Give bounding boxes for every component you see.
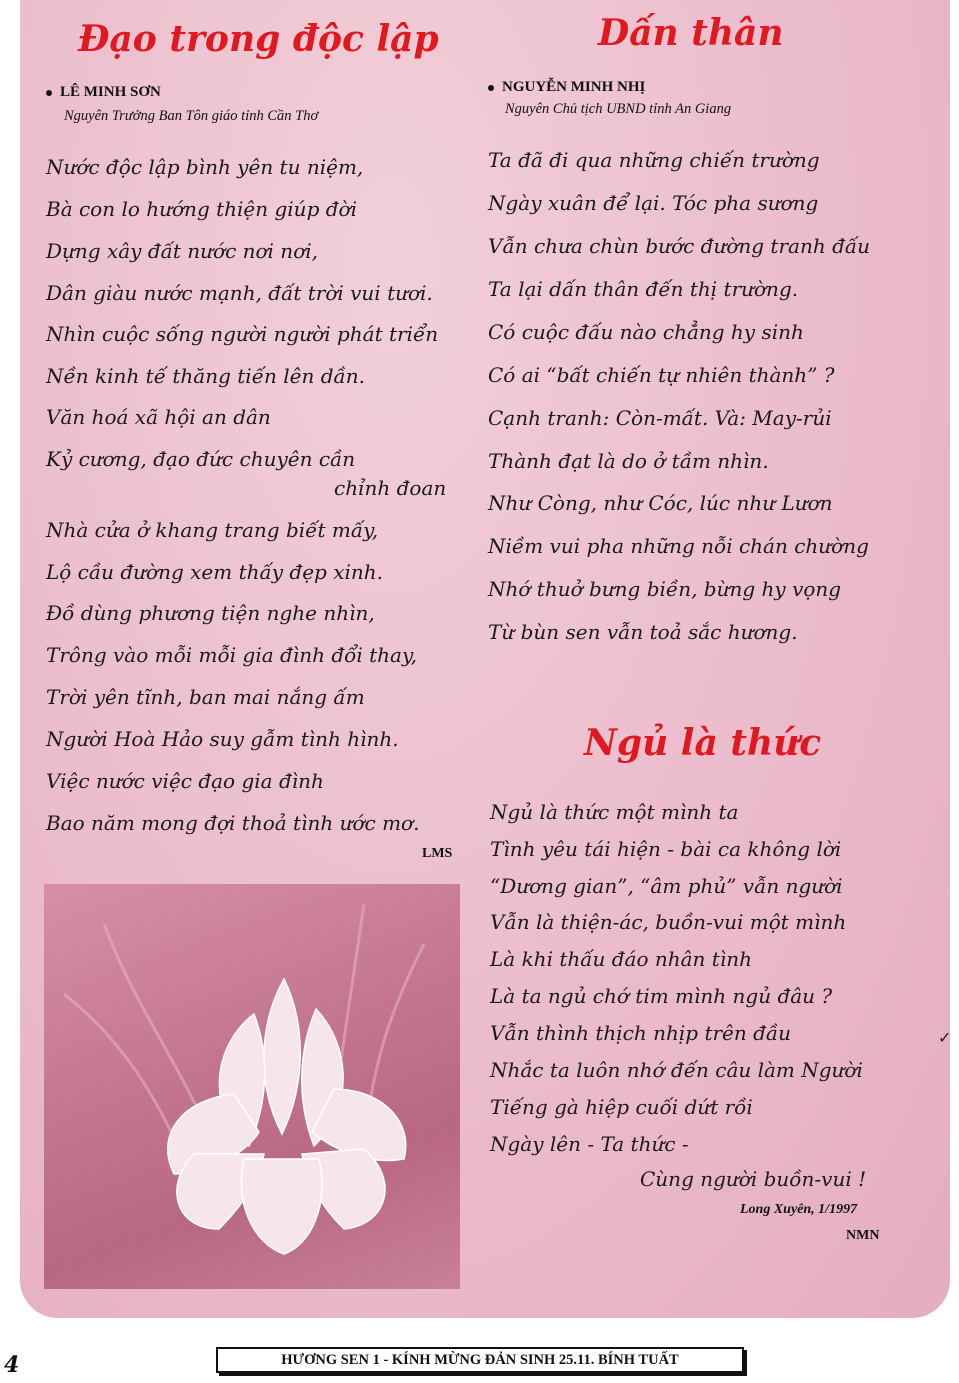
poem3-place-date: Long Xuyên, 1/1997	[740, 1202, 858, 1217]
poem1-line: Việc nước việc đạo gia đình	[46, 769, 324, 793]
poem2-line: Cạnh tranh: Còn-mất. Và: May-rủi	[488, 406, 832, 430]
poem1-line: Nền kinh tế thăng tiến lên dần.	[46, 364, 366, 388]
poem1-line: Nước độc lập bình yên tu niệm,	[46, 155, 364, 179]
bullet-icon	[488, 85, 494, 91]
poem3-line: Ngày lên - Ta thức -	[490, 1132, 689, 1156]
poem2-line: Từ bùn sen vẫn toả sắc hương.	[488, 620, 798, 644]
poem1-line: Nhìn cuộc sống người người phát triển	[46, 322, 439, 346]
poem1-line: Đồ dùng phương tiện nghe nhìn,	[46, 601, 375, 625]
lotus-flower-icon	[44, 884, 460, 1289]
poem2-author-role: Nguyên Chủ tịch UBND tỉnh An Giang	[505, 101, 732, 117]
poem2-line: Nhớ thuở bưng biền, bừng hy vọng	[488, 577, 842, 601]
poem1-line: Dựng xây đất nước nơi nơi,	[46, 239, 318, 263]
poem1-line: Bao năm mong đợi thoả tình ước mơ.	[46, 811, 420, 835]
footer-banner: HƯƠNG SEN 1 - KÍNH MỪNG ĐẢN SINH 25.11. BÍNH TUẤT	[216, 1347, 744, 1373]
poem1-line: Trời yên tĩnh, ban mai nắng ấm	[46, 685, 365, 709]
poem3-line: “Dương gian”, “âm phủ” vẫn người	[490, 874, 843, 898]
poem2-author-name: NGUYỄN MINH NHỊ	[502, 79, 646, 95]
poem1-title: Đạo trong độc lập	[78, 18, 439, 60]
poem1-author	[46, 84, 161, 101]
poem3-line: Tiếng gà hiệp cuối dứt rồi	[490, 1095, 753, 1119]
poem3-signature: NMN	[846, 1228, 880, 1243]
poem1-line: Trông vào mỗi mỗi gia đình đổi thay,	[46, 643, 417, 667]
poem2-author	[488, 79, 645, 96]
poem2-title: Dấn thân	[598, 12, 784, 54]
poem1-line: Kỷ cương, đạo đức chuyên cần	[46, 447, 356, 471]
poem1-author-role: Nguyên Trưởng Ban Tôn giáo tỉnh Cần Thơ	[64, 108, 319, 124]
poem2-line: Niềm vui pha những nỗi chán chường	[488, 534, 869, 558]
poem1-author-name: LÊ MINH SƠN	[60, 84, 161, 100]
poem1-line: Bà con lo hướng thiện giúp đời	[46, 197, 357, 221]
poem3-line: Tình yêu tái hiện - bài ca không lời	[490, 837, 842, 861]
poem3-line: Vẫn thình thịch nhịp trên đầu	[490, 1021, 792, 1045]
lotus-image	[44, 884, 460, 1289]
poem3-line: Vẫn là thiện-ác, buồn-vui một mình	[490, 910, 847, 934]
poem3-line: Nhắc ta luôn nhớ đến câu làm Người	[490, 1058, 863, 1082]
poem1-signature: LMS	[422, 846, 453, 861]
poem2-line: Có cuộc đấu nào chẳng hy sinh	[488, 320, 804, 344]
poem1-line: Nhà cửa ở khang trang biết mấy,	[46, 518, 379, 542]
poem1-line: Dân giàu nước mạnh, đất trời vui tươi.	[46, 281, 433, 305]
poem3-line: Cùng người buồn-vui !	[640, 1167, 867, 1191]
poem2-line: Ngày xuân để lại. Tóc pha sương	[488, 191, 819, 215]
poem2-line: Ta đã đi qua những chiến trường	[488, 148, 820, 172]
poem2-line: Ta lại dấn thân đến thị trường.	[488, 277, 799, 301]
poem1-line: Lộ cầu đường xem thấy đẹp xinh.	[46, 560, 384, 584]
poem3-line: Là ta ngủ chớ tim mình ngủ đâu ?	[490, 984, 833, 1008]
bullet-icon	[46, 90, 52, 96]
page-number: 4	[4, 1352, 20, 1378]
check-mark-icon: ✓	[938, 1028, 952, 1047]
poem3-title: Ngủ là thức	[584, 722, 822, 764]
poem3-line: Là khi thấu đáo nhân tình	[490, 947, 752, 971]
poem2-line: Vẫn chưa chùn bước đường tranh đấu	[488, 234, 871, 258]
poem2-line: Có ai “bất chiến tự nhiên thành” ?	[488, 363, 835, 387]
poem2-line: Thành đạt là do ở tầm nhìn.	[488, 449, 769, 473]
poem1-line: Người Hoà Hảo suy gẫm tình hình.	[46, 727, 399, 751]
poem3-line: Ngủ là thức một mình ta	[490, 800, 739, 824]
poem2-line: Như Còng, như Cóc, lúc như Lươn	[488, 491, 833, 515]
poem1-line: Văn hoá xã hội an dân	[46, 405, 271, 429]
poem1-line: chỉnh đoan	[334, 476, 447, 500]
